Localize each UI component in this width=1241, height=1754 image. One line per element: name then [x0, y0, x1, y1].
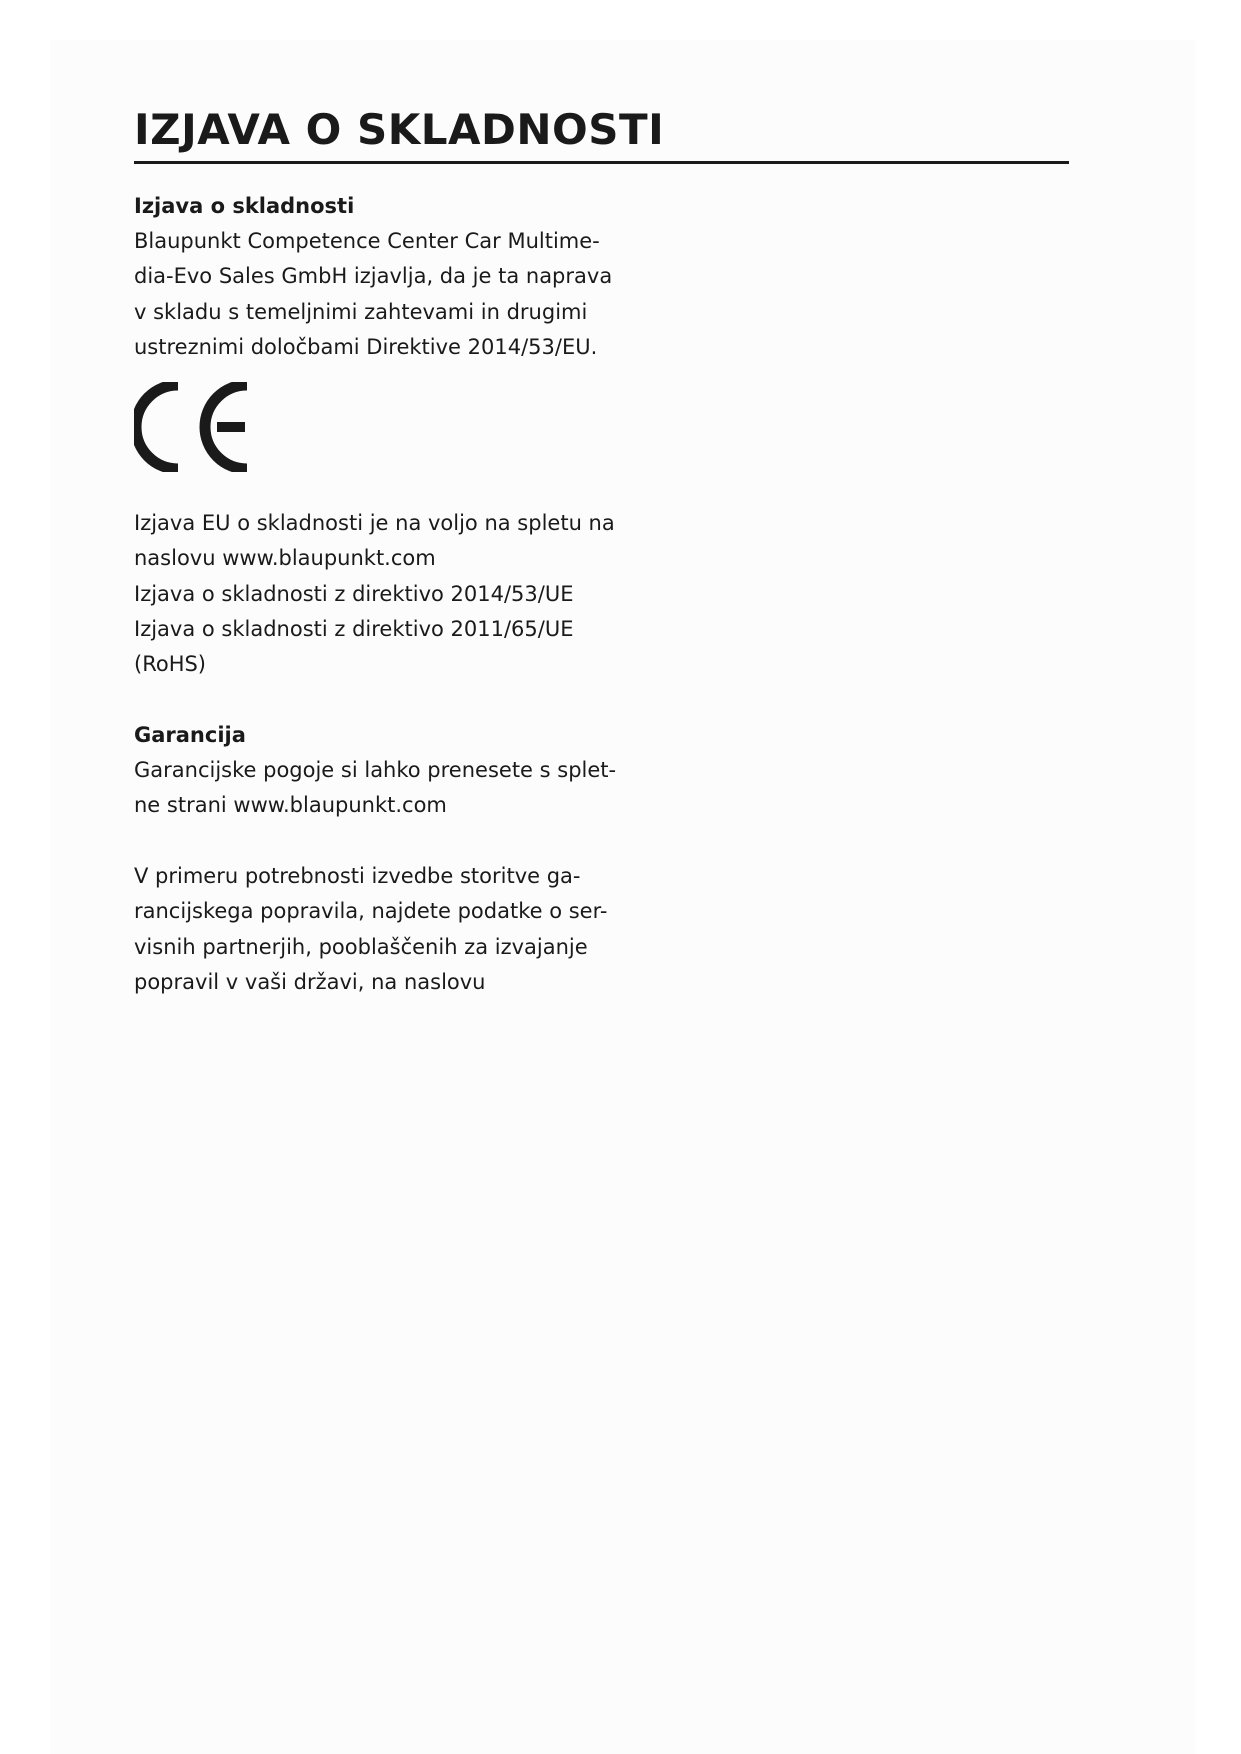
warranty-line: Garancijske pogoje si lahko prenesete s splet-: [134, 758, 617, 782]
eu-declaration-line: Izjava o skladnosti z direktivo 2011/65/UE: [134, 616, 574, 641]
repair-service-line: rancijskega popravila, najdete podatke o ser-: [134, 899, 608, 924]
eu-declaration-section: [134, 506, 615, 682]
conformity-section: [134, 189, 613, 365]
repair-service-section: [134, 859, 608, 1000]
title-divider: [134, 161, 1069, 164]
repair-service-line: popravil v vaši državi, na naslovu: [134, 969, 486, 994]
eu-declaration-line: naslovu www.blaupunkt.com: [134, 546, 436, 571]
repair-service-line: V primeru potrebnosti izvedbe storitve ga-: [134, 864, 581, 888]
warranty-heading: Garancija: [134, 723, 246, 747]
ce-mark-icon: [134, 382, 260, 472]
warranty-section: [134, 718, 617, 824]
conformity-line: ustreznimi določbami Direktive 2014/53/EU.: [134, 334, 598, 359]
eu-declaration-line: Izjava o skladnosti z direktivo 2014/53/UE: [134, 581, 574, 606]
conformity-line: dia-Evo Sales GmbH izjavlja, da je ta naprava: [134, 264, 613, 289]
conformity-line: Blaupunkt Competence Center Car Multime-: [134, 229, 600, 253]
conformity-heading: Izjava o skladnosti: [134, 194, 355, 218]
eu-declaration-line: (RoHS): [134, 652, 207, 677]
page-title: IZJAVA O SKLADNOSTI: [134, 105, 665, 154]
repair-service-line: visnih partnerjih, pooblaščenih za izvajanje: [134, 934, 588, 959]
warranty-line: ne strani www.blaupunkt.com: [134, 793, 447, 818]
eu-declaration-line: Izjava EU o skladnosti je na voljo na spletu na: [134, 511, 615, 535]
conformity-line: v skladu s temeljnimi zahtevami in drugimi: [134, 299, 588, 324]
